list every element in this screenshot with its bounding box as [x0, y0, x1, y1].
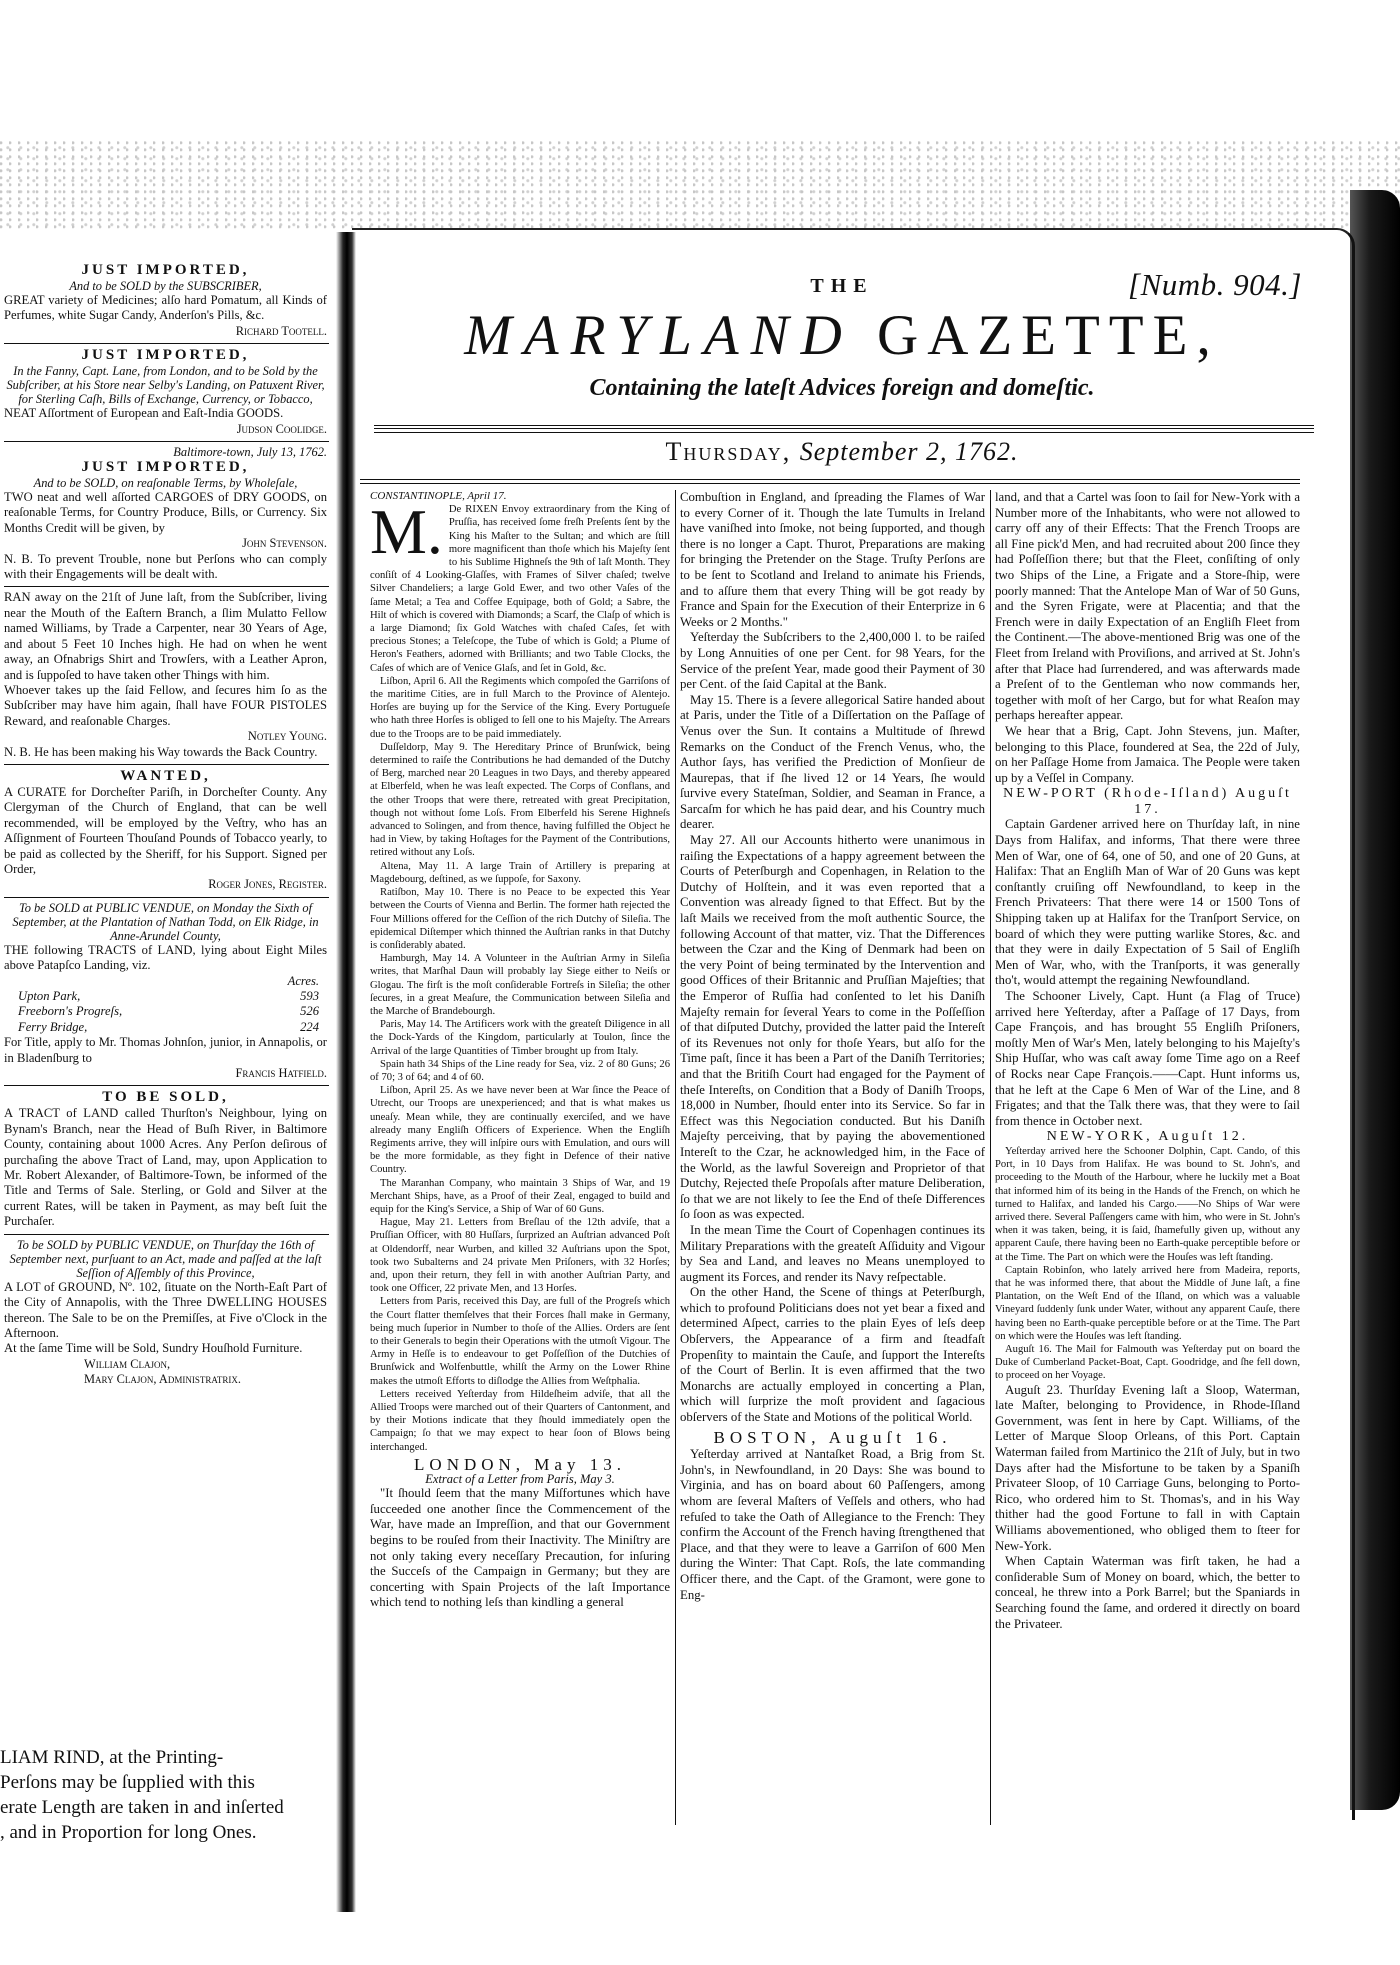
ad-subheading: And to be SOLD by the SUBSCRIBER,: [69, 279, 262, 293]
ad-tracts: [4, 901, 327, 1082]
paragraph: Duſſeldorp, May 9. The Hereditary Prince of Brunſwick, being determined to raiſe the Contributions he had demanded of the Dutchy of Berg, marched near 20 Leagues in two Days, and thereby appeared at Elberfeld, when he was leaſt expected. The Corps of Conflans, and the other Troops that were there, retreated with great Precipitation, though not without ſome Loſs. From Elberfeld his Serene Highneſs advanced to Solingen, and from thence, having fulfilled the Object he had in View, by taking Hoſtages for the Payment of the Contributions, retired without any Loſs.: [370, 741, 670, 859]
ad-land: [4, 1089, 327, 1229]
paragraph: Liſbon, April 6. All the Regiments which compoſed the Garriſons of the maritime Cities, are in full March to the Province of Alentejo. Horſes are buying up for the Service of the King. Every Portugueſe who hath three Horſes is obliged to ſell one to his Majeſty. The Arrears due to the Troops are to be paid immediately.: [370, 675, 670, 740]
date-rule: [360, 479, 1300, 484]
ad-signature: Mary Clajon, Adminiſtratrix.: [84, 1372, 241, 1387]
paragraph: On the other Hand, the Scene of things at Peterſburgh, which to profound Politicians does not yet bear a fixed and determined Aſpect, carries to the plain Eyes of leſs deep Obſervers, the Appearance of a firm and ſteadfaſt Propenſity to maintain the Cauſe, and ſupport the Intereſts of the Court of Berlin. It is even affirmed that the two Monarchs are actually employed in concerting a Plan, which will ſurprize the moſt provident and ſagacious obſervers of the State and Motions of the political World.: [680, 1285, 985, 1425]
paragraph: Yeſterday the Subſcribers to the 2,400,000 l. to be raiſed by Long Annuities of one per Cent. for 98 Years, for the Service of the preſent Year, made good their Payment of 30 per Cent. of the ſaid Capital at the Bank.: [680, 630, 985, 692]
ad-signature: Notley Young.: [247, 729, 327, 744]
tract-acres: 593: [300, 989, 319, 1003]
tract-col-head: [18, 974, 319, 989]
paragraph: May 15. There is a ſevere allegorical Satire handed about at Paris, under the Title of a Diſſertation on the Paſſage of Venus over the Sun. It contains a Multitude of ſhrewd Remarks on the Conduct of the French Venus, who, the Author ſays, has verified the Prediction of Monſieur de Maurepas, that if ſhe lived 12 or 14 Years, ſhe would ſurvive every Stateſman, Soldier, and Seaman in France, a Sarcaſm for which he has paid dear, and his Country much dearer.: [680, 692, 985, 832]
rule: [4, 441, 329, 442]
ad-body: A LOT of GROUND, Nº. 102, ſituate on the North-Eaſt Part of the City of Annapolis, with the Three DWELLING HOUSES thereon. The Sale to be on the Premiſſes, at Five o'Clock in the Afternoon.: [4, 1279, 327, 1340]
ad-goods: [4, 347, 327, 437]
ad-body: TWO neat and well aſſorted CARGOES of DRY GOODS, on reaſonable Terms, for Country Produce, Bills, or Currency. Six Months Credit will be given, by: [4, 490, 327, 535]
tract-row: [18, 989, 319, 1004]
date-day: Thursday,: [665, 437, 792, 466]
ad-body: RAN away on the 21ſt of June laſt, from the Subſcriber, living near the Mouth of the Eaſtern Branch, a ſlim Mulatto Fellow named Williams, by Trade a Carpenter, near 30 Years of Age, and about 5 Feet 10 Inches high. He had on when he went away, an Ofnabrigs Shirt and Trowſers, with a Leather Apron, and is ſuppoſed to have taken other Things with him.: [4, 590, 327, 682]
ad-medicines: [4, 262, 327, 339]
rule: [4, 586, 329, 587]
notice-line: Perſons may be ſupplied with this: [0, 1772, 255, 1793]
notice-line: , and in Proportion for long Ones.: [0, 1822, 257, 1843]
masthead-the: THE: [810, 275, 874, 297]
masthead: [352, 255, 1332, 466]
date-rest: September 2, 1762.: [799, 437, 1019, 466]
column-rule: [990, 490, 991, 1825]
tract-acres: 224: [300, 1019, 319, 1034]
column-rule: [675, 490, 676, 1825]
paragraph: Hamburgh, May 14. A Volunteer in the Auſtrian Army in Sileſia writes, that Marſhal Daun will probably lay Siege either to Neiſs or Glogau. The firſt is the moſt conſiderable Fortreſs in Sileſia; the other ſecures, in a great Meaſure, the Communication between Sileſia and the Marche of Brandebourgh.: [370, 953, 670, 1017]
ad-signature: Richard Tootell.: [235, 323, 327, 338]
rule: [4, 1234, 329, 1235]
paragraph: Letters from Paris, received this Day, are full of the Progreſs which the Court flatter themſelves that their Forces ſhall make in Germany, being much ſuperior in Number to thoſe of the Allies. Orders are ſent to their Generals to begin their Operations with the utmoſt Vigour. The Army in Heſſe is to endeavour to get Poſſeſſion of the Dutchies of Brunſwick and Wolfenbuttle, whilſt the Army on the Lower Rhine makes the utmoſt Efforts to diſlodge the Allies from Weſtphalia.: [370, 1296, 670, 1387]
drop-cap: M.: [370, 496, 443, 568]
ad-heading: WANTED,: [120, 767, 211, 784]
paragraph: Auguſt 23. Thurſday Evening laſt a Sloop, Waterman, late Maſter, belonging to Providence, in Rhode-Iſland Government, was ſent in here by Capt. Williams, of the Letter of Marque Sloop Orleans, of this Port. Captain Waterman failed from Martinico the 21ſt of July, but in two Days after had the Misfortune to be taken by a Spaniſh Privateer Sloop, of 10 Carriage Guns, belonging to Porto-Rico, who ordered him to St. Thomas's, and in his Way thither had the good Fortune to fall in with Captain Williams abovementioned, who obliged them to ſteer for New-York.: [995, 1382, 1300, 1553]
tagline: Containing the lateſt Advices foreign and domeſtic.: [589, 375, 1095, 401]
section-heading: BOSTON, Auguſt 16.: [713, 1427, 952, 1447]
ad-wanted: [4, 768, 327, 893]
paragraph: Yeſterday arrived here the Schooner Dolphin, Capt. Cando, of this Port, in 10 Days from Halifax. He was bound to St. John's, and proceeding to the Mouth of the Harbour, where he luckily met a Boat that informed him of its being in the Hands of the French, on which he turned to Halifax, and landed his Cargo.——No Ships of War were arrived there. Several Paſſengers came with him, who were in St. John's when it was taken, being, it is ſaid, ſhamefully given up, without any apparent Cauſe, there having been no Earth-quake perceptible before or at the Time. The Part on which were the Houſes was left ſtanding.: [995, 1145, 1300, 1263]
article-dateline: CONSTANTINOPLE, April 17.: [370, 490, 507, 502]
left-page: [0, 262, 335, 1782]
acres-heading: Acres.: [287, 973, 319, 988]
ad-body: A TRACT of LAND called Thurſton's Neighbour, lying on Bynam's Branch, near the Head of Buſh River, in Baltimore County, containing about 1000 Acres. Any Perſon deſirous of purchaſing the above Tract of Land, may, upon Application to Mr. Robert Alexander, of Baltimore-Town, be informed of the Title and Terms of Sale. Sterling, or Gold and Silver at the current Rates, will be taken in Payment, as may beſt ſuit the Purchaſer.: [4, 1106, 327, 1229]
paragraph: Hague, May 21. Letters from Breſlau of the 12th adviſe, that a Pruſſian Officer, with 80 Huſſars, ſurprized an Auſtrian advanced Poſt at Oldendorff, near Wurben, and killed 32 Auſtrians upon the Spot, took two Subalterns and 24 private Men Priſoners, with 32 Horſes; and, upon their return, they fell in with another Auſtrian Party, and took one Officer, 22 private Men, and 13 Horſes.: [370, 1217, 670, 1295]
scan-noise: [0, 140, 1400, 230]
printing-notice: [0, 1745, 335, 1855]
paragraph: Captain Gardener arrived here on Thurſday laſt, in nine Days from Halifax, and informs, That there were three Men of War, one of 64, one of 50, and one of 20 Guns, at Halifax: That an Engliſh Man of War of 20 Guns was kept conſtantly cruiſing off Newfoundland, to keep in the French Privateers: That there were 14 or 1500 Tons of Shipping taken up at Halifax for the Tranſport Service, on board of which they were putting warlike Stores, &c. and that they were in daily Expectation of 5 Sail of Engliſh Men of War, who, with the Tranſports, it was generally tho't, would attempt the regaining Newfoundland.: [995, 817, 1300, 988]
masthead-rule: [374, 425, 1314, 433]
ad-place: Baltimore-town, July 13, 1762.: [173, 445, 327, 460]
rule: [4, 1085, 329, 1086]
paragraph: Yeſterday arrived at Nantaſket Road, a Brig from St. John's, in Newfoundland, in 20 Days: She was bound to Virginia, and has on board about 60 Paſſengers, among whom are ſeveral Maſters of Veſſels and others, who had refuſed to take the Oath of Allegiance to the French: They confirm the Account of the French having ſtrengthened that Place, and that they were to leave a Garriſon of 600 Men during the Winter: That Capt. Roſs, the late commanding Officer there, and the Capt. of the Gramont, were gone to Eng-: [680, 1447, 985, 1602]
paragraph: The Schooner Lively, Capt. Hunt (a Flag of Truce) arrived here Yeſterday, after a Paſſage of 17 Days, from Cape François, and has brought 55 Engliſh Priſoners, moſtly Men of War's Men, lately belonging to his Majeſty's Ship Huſſar, who was caſt away ſome Time ago on a Reef of Rocks near Cape François.——Capt. Hunt informs us, that he left at the Cape 6 Men of War of the Line, and 8 Frigates; and that the Talk there was, that they were to ſail from thence in October next.: [995, 989, 1300, 1128]
newspaper-title: [352, 303, 1332, 368]
rule: [4, 343, 329, 344]
issue-number: [Numb. 904.]: [1128, 267, 1302, 302]
paragraph: In the mean Time the Court of Copenhagen continues its Military Preparations with the greateſt Aſſiduity and Vigour by Sea and Land, and leaves no Means unemployed to augment its Forces, and render its Navy reſpectable.: [680, 1222, 985, 1284]
paragraph: Liſbon, April 25. As we have never been at War ſince the Peace of Utrecht, our Troops are unexperienced; and that is what makes us uneaſy. Mean while, they are continually exerciſed, and we have already many Engliſh Officers of Experience. When the Engliſh Regiments arrive, they will inſpire ours with Emulation, and ours will be the more formidable, as they fight in Defence of their native Country.: [370, 1085, 670, 1176]
column-2: [680, 490, 985, 1830]
section-heading: NEW-YORK, Auguſt 12.: [1046, 1129, 1249, 1145]
paragraph: Ratiſbon, May 10. There is no Peace to be expected this Year between the Courts of Vienna and Berlin. The former hath rejected the Four Millions offered for the Ceſſion of the rich Dutchy of Sileſia. The epidemical Diſtemper which thinned the Auſtrian ranks in that Dutchy is conſiderably abated.: [370, 887, 670, 951]
rule: [4, 897, 329, 898]
paragraph: May 27. All our Accounts hitherto were unanimous in raiſing the Expectations of a happy agreement between the Courts of Peterſburgh and Copenhagen, in Relation to the Dutchy of Holſtein, and it was even reported that a Convention was already ſigned to that Effect. But by the laſt Mails we received from the moſt authentic Source, the following Account of that matter, viz. That the Differences between the Czar and the King of Denmark had been on the very Point of being terminated by the Intervention and good Offices of their Britannic and Pruſſian Majeſties; that the Emperor of Ruſſia had conſented to let his Daniſh Majeſty remain for ſeveral Years to come in the Poſſeſſion of that diſputed Dutchy, provided the latter paid the Intereſt of its Revenues not only for thoſe Years, but alſo for the Time paſt, ſince it has been a Part of the Daniſh Territories; and that the Britiſh Court had engaged for the Payment of theſe Intereſts, on Condition that a Body of Daniſh Troops, 18,000 in Number, ſhould enter into its Service. So far in Effect was this Negociation conducted. But his Daniſh Majeſty perceiving, that by paying the abovementioned Intereſt to the Czar, he acknowledged him, in the Face of the World, as the lawful Sovereign and Proprietor of that Dutchy, Rejected theſe Propoſals after mature Deliberation, ſo that we are not likely to ſee the End of theſe Differences ſo ſoon as was expected.: [680, 833, 985, 1222]
ad-note: N. B. To prevent Trouble, none but Perſons who can comply with their Engagements will be dealt with.: [4, 551, 327, 582]
book-edge: [1350, 190, 1400, 1810]
tract-name: Ferry Bridge,: [18, 1019, 88, 1034]
paragraph: Spain hath 34 Ships of the Line ready for Sea, viz. 2 of 80 Guns; 26 of 70; 3 of 64; and 4 of 60.: [370, 1058, 670, 1083]
ad-body: Whoever takes up the ſaid Fellow, and ſecures him ſo as the Subſcriber may have him again, ſhall have FOUR PISTOLES Reward, and reaſonable Charges.: [4, 682, 327, 728]
ad-body: GREAT variety of Medicines; alſo hard Pomatum, all Kinds of Perfumes, white Sugar Candy, Anderſon's Pills, &c.: [4, 293, 327, 323]
ad-body: For Title, apply to Mr. Thomas Johnſon, junior, in Annapolis, or in Bladenſburg to: [4, 1035, 327, 1065]
ad-body: A CURATE for Dorcheſter Pariſh, in Dorcheſter County. Any Clergyman of the Church of England, that can be well recommended, will be employed by the Veſtry, who has an Aſſignment of Fourteen Thouſand Pounds of Tobacco yearly, to be paid as collected by the Sheriff, for his Support. Signed per Order,: [4, 784, 327, 876]
ad-heading: JUST IMPORTED,: [81, 459, 250, 476]
paragraph: Combuſtion in England, and ſpreading the Flames of War to every Corner of it. Though the late Tumults in Ireland have vaniſhed into ſmoke, not being ſupported, and though there is no longer a Capt. Thurot, Preparations are making for bringing the Pretender on the Stage. Truſty Perſons are to be ſent to Scotland and Ireland to animate his Friends, and to aſſure them that every Thing will be got ready by France and Spain for the Execution of their Enterprize in 6 Weeks or 2 Months.": [680, 490, 985, 629]
ad-runaway: [4, 590, 327, 759]
ad-signature: William Clajon,: [84, 1356, 171, 1371]
paragraph-text: De RIXEN Envoy extraordinary from the King of Pruſſia, has received ſome freſh Preſents ſent by the King his Maſter to the Sultan; and which are ſtill more magnificent than thoſe which his Majeſty ſent to his Sublime Highneſs the 9th of laſt Month. They conſiſt of 4 Looking-Glaſſes, with Frames of Silver chaſed; twelve Silver Chandeliers; a large Gold Ewer, and two other Vaſes of the ſame Metal; a Tea and Coffee Equipage, both of Gold; a Sabre, the Hilt of which is covered with Diamonds; a Scarf, the Claſp of which is a large Diamond; ſix Gold Watches with chaſed Caſes, ſet with precious Stones; a Teleſcope, the Tube of which is Gold; a Plume of Heron's Feathers, adorned with Brilliants; and two Table Clocks, the Caſes of which are of Venice Glaſs, and ſet in Gold, &c.: [370, 504, 670, 674]
paragraph: Altena, May 11. A large Train of Artillery is preparing at Magdebourg, deſtined, as we ſuppoſe, for Saxony.: [370, 860, 670, 885]
paragraph: When Captain Waterman was firſt taken, he had a conſiderable Sum of Money on board, which, the better to conceal, he threw into a Pork Barrel; but the Spaniards in Searching found the ſame, and ordered it directly on board the Privateer.: [995, 1554, 1300, 1631]
paragraph: Captain Robinſon, who lately arrived here from Madeira, reports, that he was informed there, that about the Middle of June laſt, a fine Plantation, on the Weſt End of the Iſland, on which was a valuable Vineyard ſuddenly ſunk under Water, without any apparent Cauſe, there having been no Earth-quake perceptible before or at the Time. The Part on which were the Houſes was left ſtanding.: [995, 1264, 1300, 1342]
column-1: [370, 490, 670, 1830]
tract-name: Upton Park,: [18, 989, 81, 1003]
notice-line: erate Length are taken in and inſerted: [0, 1797, 284, 1818]
ad-heading: TO BE SOLD,: [102, 1089, 229, 1106]
ad-body: THE following TRACTS of LAND, lying about Eight Miles above Patapſco Landing, viz.: [4, 942, 327, 973]
ad-heading: JUST IMPORTED,: [81, 347, 250, 364]
ad-signature: John Stevenson.: [242, 536, 327, 551]
ad-cargoes: [4, 445, 327, 582]
ad-signature: Francis Hatfield.: [235, 1066, 327, 1081]
ad-body: NEAT Aſſortment of European and Eaſt-India GOODS.: [4, 406, 284, 421]
ad-note: N. B. He has been making his Way towards the Back Country.: [4, 744, 318, 759]
tract-acres: 526: [300, 1004, 319, 1019]
paragraph: land, and that a Cartel was ſoon to ſail for New-York with a Number more of the Inhabitants, who were not allowed to carry off any of their Effects: That the French Troops are all Fine pick'd Men, and had recruited about 200 ſince they had Poſſeſſion there; but that the Fleet, conſiſting of only two Ships of the Line, a Frigate and a Store-ſhip, were poorly manned: That the Antelope Man of War of 50 Guns, and the Syren Frigate, were at Placentia; and that the French were in daily Expectation of an Engliſh Fleet from the Continent.—The above-mentioned Brig was one of the Fleet from Ireland with Proviſions, and arrived at St. John's after that Place had ſurrendered, and was afterwards made a Preſent of to the Gentleman who now commands her, together with moſt of her Cargo, but for what Reaſon may perhaps hereafter appear.: [995, 490, 1300, 723]
ad-lot: [4, 1238, 327, 1388]
section-heading: LONDON, May 13.: [414, 1454, 626, 1474]
ad-signature: Judson Coolidge.: [236, 421, 327, 436]
tract-row: [18, 1004, 319, 1019]
paragraph: Auguſt 16. The Mail for Falmouth was Yeſterday put on board the Duke of Cumberland Packet-Boat, Capt. Goodridge, and ſhe fell down, to proceed on her Voyage.: [995, 1343, 1300, 1382]
paragraph: The Maranhan Company, who maintain 3 Ships of War, and 19 Merchant Ships, have, as a Proof of their Zeal, engaged to build and equip for the King's Service, a Ship of War of 60 Guns.: [370, 1177, 670, 1215]
paragraph: "It ſhould ſeem that the many Miſfortunes which have ſucceeded one another ſince the Commencement of the War, have made an Impreſſion, and that our Government begins to be rouſed from their Inactivity. The Miniſtry are not only taking every neceſſary Precaution, for inſuring the Succeſs of the Campaign in Germany; but they are concerting with Spain Projects of the laſt Importance which tend to nothing leſs than kindling a general: [370, 1486, 670, 1610]
title-italic: MARYLAND: [464, 304, 854, 367]
rule: [4, 764, 329, 765]
ad-subheading: To be SOLD at PUBLIC VENDUE, on Monday the Sixth of September, at the Plantation of Nathan Todd, on Elk Ridge, in Anne-Arundel County,: [12, 900, 319, 943]
ad-subheading: And to be SOLD, on reaſonable Terms, by Wholeſale,: [33, 476, 298, 491]
ad-signature: Roger Jones, Regiſter.: [208, 877, 327, 892]
tract-row: [18, 1020, 319, 1035]
paragraph: Letters received Yeſterday from Hildeſheim adviſe, that all the Allied Troops were marched out of their Quarters of Cantonment, and by their Motions indicate that they ſhould immediately open the Campaign; ſo that we may expect to hear ſoon of Blows being interchanged.: [370, 1388, 670, 1453]
section-heading: NEW-PORT (Rhode-Iſland) Auguſt 17.: [1003, 786, 1292, 817]
column-3: [995, 490, 1300, 1830]
ad-body: At the ſame Time will be Sold, Sundry Houſhold Furniture.: [4, 1341, 303, 1356]
ad-heading: JUST IMPORTED,: [81, 262, 250, 278]
notice-line: LIAM RIND, at the Printing-: [0, 1747, 224, 1768]
title-roman: GAZETTE,: [877, 304, 1220, 367]
section-subheading: Extract of a Letter from Paris, May 3.: [425, 1472, 615, 1487]
paragraph: Paris, May 14. The Artificers work with the greateſt Diligence in all the Dock-Yards of the Kingdom, particularly at Toulon, ſince the Arrival of the large Quantities of Timber brought up from Italy.: [370, 1019, 670, 1057]
ad-subheading: To be SOLD by PUBLIC VENDUE, on Thurſday the 16th of September next, purſuant to an Act, made and paſſed at the laſt Seſſion of Aſſembly of this Province,: [9, 1237, 322, 1280]
paragraph: We hear that a Brig, Capt. John Stevens, jun. Maſter, belonging to this Place, foundered at Sea, the 22d of July, on her Paſſage Home from Jamaica. The People were taken up by a Veſſel in Company.: [995, 723, 1300, 785]
tract-name: Freeborn's Progreſs,: [18, 1004, 123, 1019]
ad-subheading: In the Fanny, Capt. Lane, from London, and to be Sold by the Subſcriber, at his Store near Selby's Landing, on Patuxent River, for Sterling Caſh, Bills of Exchange, Currency, or Tobacco,: [6, 364, 325, 407]
issue-date: [352, 437, 1332, 467]
